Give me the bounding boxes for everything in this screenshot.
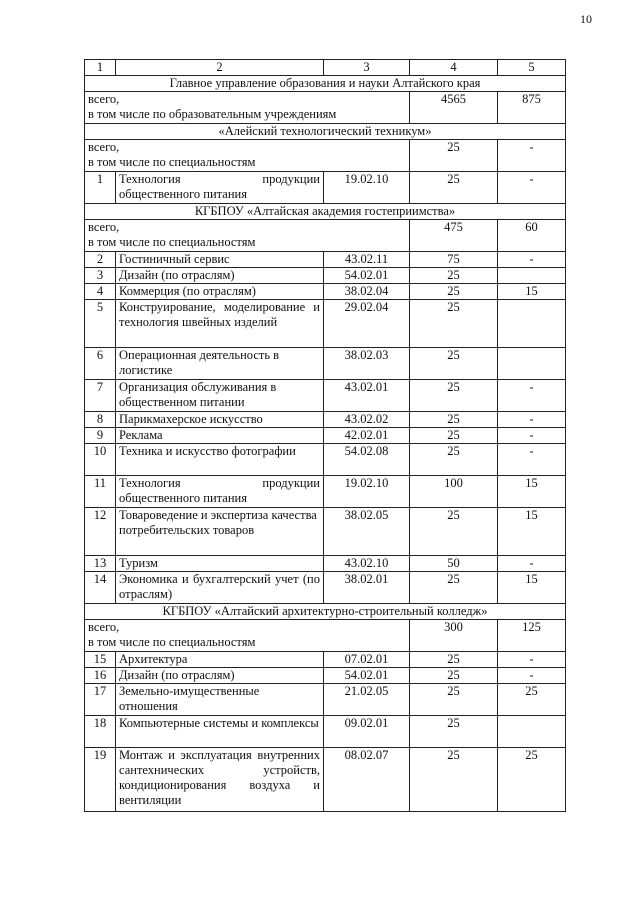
table-row [85, 508, 566, 556]
col4-value: 25 [410, 748, 498, 812]
col4-value: 25 [410, 684, 498, 716]
specialty-name: Туризм [116, 556, 324, 572]
header-cell: 2 [116, 60, 324, 76]
specialty-name: Дизайн (по отраслям) [116, 668, 324, 684]
section-total-col5: - [498, 140, 566, 172]
row-number: 1 [85, 172, 116, 204]
table-row [85, 444, 566, 476]
specialty-code: 43.02.11 [324, 252, 410, 268]
table-row [85, 268, 566, 284]
col4-value: 25 [410, 284, 498, 300]
section-total-col5: 60 [498, 220, 566, 252]
table-row [85, 252, 566, 268]
specialty-code: 43.02.10 [324, 556, 410, 572]
specialty-code: 38.02.05 [324, 508, 410, 556]
section-total-row [85, 620, 566, 652]
row-number: 12 [85, 508, 116, 556]
col4-value: 25 [410, 268, 498, 284]
specialty-code: 43.02.02 [324, 412, 410, 428]
row-number: 15 [85, 652, 116, 668]
table-row [85, 412, 566, 428]
specialty-code: 54.02.01 [324, 268, 410, 284]
col5-value: - [498, 412, 566, 428]
specialty-code: 54.02.01 [324, 668, 410, 684]
specialty-code: 19.02.10 [324, 476, 410, 508]
row-number: 19 [85, 748, 116, 812]
header-row [85, 60, 566, 76]
row-number: 17 [85, 684, 116, 716]
specialty-name: Коммерция (по отраслям) [116, 284, 324, 300]
specialty-code: 29.02.04 [324, 300, 410, 348]
specialty-name: Технология продукции общественного питания [116, 172, 324, 204]
section-title: КГБПОУ «Алтайский архитектурно-строительный колледж» [85, 604, 566, 620]
col5-value: - [498, 652, 566, 668]
col4-value: 25 [410, 348, 498, 380]
row-number: 13 [85, 556, 116, 572]
table-row [85, 556, 566, 572]
specialty-name: Реклама [116, 428, 324, 444]
table-row [85, 748, 566, 812]
col4-value: 25 [410, 572, 498, 604]
section-total-label: всего, в том числе по образовательным учреждениям [85, 92, 410, 124]
specialty-name: Гостиничный сервис [116, 252, 324, 268]
section-title: Главное управление образования и науки Алтайского края [85, 76, 566, 92]
section-total-label: всего, в том числе по специальностям [85, 140, 410, 172]
specialty-code: 54.02.08 [324, 444, 410, 476]
section-total-col5: 125 [498, 620, 566, 652]
table-row [85, 348, 566, 380]
section-total-row [85, 220, 566, 252]
section-total-col5: 875 [498, 92, 566, 124]
page-number: 10 [580, 12, 592, 26]
specialty-name: Монтаж и эксплуатация внутренних сантехнических устройств, кондиционирования воздуха и вентиляции [116, 748, 324, 812]
col4-value: 75 [410, 252, 498, 268]
header-cell: 1 [85, 60, 116, 76]
table-row [85, 300, 566, 348]
row-number: 10 [85, 444, 116, 476]
col5-value [498, 300, 566, 348]
specialty-code: 43.02.01 [324, 380, 410, 412]
specialty-name: Конструирование, моделирование и технология швейных изделий [116, 300, 324, 348]
section-total-row [85, 92, 566, 124]
specialty-code: 38.02.04 [324, 284, 410, 300]
section-total-col4: 475 [410, 220, 498, 252]
col4-value: 25 [410, 300, 498, 348]
col4-value: 25 [410, 716, 498, 748]
section-title-row [85, 604, 566, 620]
specialty-code: 38.02.01 [324, 572, 410, 604]
row-number: 6 [85, 348, 116, 380]
col5-value: 25 [498, 748, 566, 812]
header-cell: 3 [324, 60, 410, 76]
table-row [85, 380, 566, 412]
table-row [85, 668, 566, 684]
row-number: 11 [85, 476, 116, 508]
col4-value: 25 [410, 428, 498, 444]
col5-value: 15 [498, 572, 566, 604]
table-row [85, 684, 566, 716]
section-title-row [85, 76, 566, 92]
row-number: 7 [85, 380, 116, 412]
specialty-name: Парикмахерское искусство [116, 412, 324, 428]
col5-value [498, 268, 566, 284]
table-row [85, 652, 566, 668]
specialty-code: 08.02.07 [324, 748, 410, 812]
section-total-col4: 25 [410, 140, 498, 172]
col5-value: 15 [498, 284, 566, 300]
col5-value: - [498, 172, 566, 204]
col5-value: - [498, 556, 566, 572]
row-number: 8 [85, 412, 116, 428]
specialties-table [84, 59, 566, 812]
col5-value [498, 348, 566, 380]
col5-value: - [498, 428, 566, 444]
specialty-name: Техника и искусство фотографии [116, 444, 324, 476]
col4-value: 25 [410, 508, 498, 556]
col4-value: 50 [410, 556, 498, 572]
row-number: 18 [85, 716, 116, 748]
row-number: 9 [85, 428, 116, 444]
table-row [85, 572, 566, 604]
table-row [85, 428, 566, 444]
specialty-name: Архитектура [116, 652, 324, 668]
section-title: КГБПОУ «Алтайская академия гостеприимства» [85, 204, 566, 220]
specialty-name: Операционная деятельность в логистике [116, 348, 324, 380]
col4-value: 100 [410, 476, 498, 508]
specialty-code: 19.02.10 [324, 172, 410, 204]
col5-value: 15 [498, 476, 566, 508]
col5-value: 15 [498, 508, 566, 556]
specialty-name: Организация обслуживания в общественном питании [116, 380, 324, 412]
section-title-row [85, 124, 566, 140]
col4-value: 25 [410, 172, 498, 204]
col5-value: 25 [498, 684, 566, 716]
col4-value: 25 [410, 652, 498, 668]
col4-value: 25 [410, 668, 498, 684]
specialty-name: Товароведение и экспертиза качества потребительских товаров [116, 508, 324, 556]
row-number: 2 [85, 252, 116, 268]
col4-value: 25 [410, 444, 498, 476]
section-total-label: всего, в том числе по специальностям [85, 620, 410, 652]
row-number: 14 [85, 572, 116, 604]
specialty-name: Экономика и бухгалтерский учет (по отраслям) [116, 572, 324, 604]
header-cell: 4 [410, 60, 498, 76]
specialty-code: 42.02.01 [324, 428, 410, 444]
specialty-code: 09.02.01 [324, 716, 410, 748]
specialty-name: Земельно-имущественные отношения [116, 684, 324, 716]
row-number: 4 [85, 284, 116, 300]
specialty-code: 21.02.05 [324, 684, 410, 716]
specialty-name: Компьютерные системы и комплексы [116, 716, 324, 748]
row-number: 5 [85, 300, 116, 348]
row-number: 16 [85, 668, 116, 684]
specialty-code: 07.02.01 [324, 652, 410, 668]
header-cell: 5 [498, 60, 566, 76]
section-total-col4: 4565 [410, 92, 498, 124]
section-total-label: всего, в том числе по специальностям [85, 220, 410, 252]
col5-value: - [498, 668, 566, 684]
col5-value: - [498, 444, 566, 476]
table-row [85, 172, 566, 204]
section-total-col4: 300 [410, 620, 498, 652]
specialty-name: Технология продукции общественного питания [116, 476, 324, 508]
table-row [85, 716, 566, 748]
col5-value: - [498, 252, 566, 268]
col4-value: 25 [410, 380, 498, 412]
table-row [85, 284, 566, 300]
specialty-code: 38.02.03 [324, 348, 410, 380]
col5-value [498, 716, 566, 748]
section-total-row [85, 140, 566, 172]
section-title: «Алейский технологический техникум» [85, 124, 566, 140]
row-number: 3 [85, 268, 116, 284]
section-title-row [85, 204, 566, 220]
table-row [85, 476, 566, 508]
col5-value: - [498, 380, 566, 412]
col4-value: 25 [410, 412, 498, 428]
specialty-name: Дизайн (по отраслям) [116, 268, 324, 284]
